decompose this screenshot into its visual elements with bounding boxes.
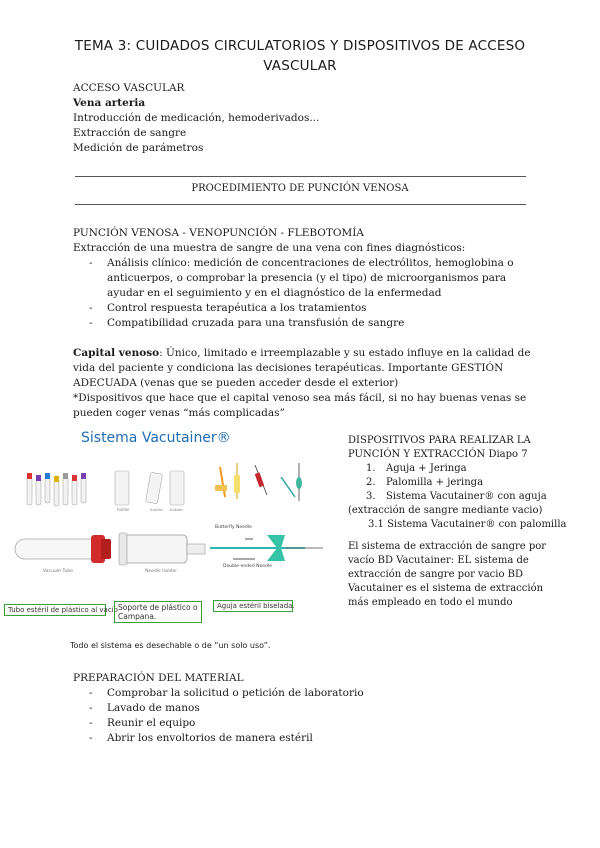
list-item: - Compatibilidad cruzada para una transfusión de sangre [73,316,533,331]
list-text: Aguja + Jeringa [386,463,467,474]
puncion-block [73,226,533,331]
needle-set-icon [215,463,302,501]
preparacion-block [73,671,473,746]
capital-bold: Capital venoso [73,347,160,359]
list-text: Palomilla + jeringa [386,477,484,488]
intro-line: Extracción de sangre [73,127,187,139]
dispositivos-paragraph: El sistema de extracción de sangre por vacío BD Vacutainer: EL sistema de extracción de sangre por vacio BD Vacutainer es el sistema de extracción más empleado en todo el mundo [348,541,547,608]
holder-set-icon [115,471,184,512]
list-number: 1. [366,463,376,474]
list-number: 3. [366,491,376,502]
intro-line: Medición de parámetros [73,142,204,154]
dispositivos-heading: PUNCIÓN Y EXTRACCIÓN Diapo 7 [348,449,528,460]
capital-text: : Único, limitado e irreemplazable y su estado influye en la calidad de vida del paciente y condiciona las decisiones terapéuticas. Importante GESTIÓN ADECUADA (venas que se pueden acceder desde el exterior) [73,347,531,389]
intro-block [73,81,319,156]
divider-top [75,176,526,177]
label-holder: Needle Holder [145,569,178,574]
page-title-line2: VASCULAR [263,58,337,74]
caption-needle: Aguja estéril biselada. [213,600,293,612]
list-item [348,462,548,476]
intro-line: Introducción de medicación, hemoderivados... [73,112,320,124]
list-item: - Control respuesta terapéutica a los tratamientos [73,301,533,316]
capital-block [73,346,533,421]
svg-text:holder: holder [117,507,130,512]
page-title-line1: TEMA 3: CUIDADOS CIRCULATORIOS Y DISPOSITIVOS DE ACCESO [74,38,526,54]
caption-holder: Soporte de plástico o Campana. [114,601,202,623]
intro-heading: ACCESO VASCULAR [73,82,185,94]
dispositivos-extra: (extracción de sangre mediante vacio) [348,505,543,516]
vacutainer-figure [5,455,340,595]
intro-bold: Vena arteria [73,97,146,109]
vacuum-tube-icon [15,535,111,563]
puncion-heading: PUNCIÓN VENOSA - VENOPUNCIÓN - FLEBOTOMÍA [73,227,364,239]
dispositivos-sub: 3.1 Sistema Vacutainer® con palomilla [368,519,567,530]
butterfly-needle-icon [210,535,323,561]
tube-set-icon [27,473,86,506]
dispositivos-block [348,434,567,610]
list-number: 2. [366,477,376,488]
list-text: Sistema Vacutainer® con aguja [386,491,547,502]
dispositivos-heading: DISPOSITIVOS PARA REALIZAR LA [348,435,531,446]
caption-tube: Tubo estéril de plástico al vacío [4,604,106,616]
figure-title: Sistema Vacutainer® [81,430,231,446]
capital-note: *Dispositivos que hace que el capital venoso sea más fácil, si no hay buenas venas se pueden coger venas “más complicadas” [73,392,527,419]
list-item: - Abrir los envoltorios de manera estéril [73,731,473,746]
list-item: - Comprobar la solicitud o petición de laboratorio [73,686,473,701]
puncion-desc: Extracción de una muestra de sangre de una vena con fines diagnósticos: [73,242,466,254]
section-title: PROCEDIMIENTO DE PUNCIÓN VENOSA [191,183,409,194]
list-item: - Reunir el equipo [73,716,473,731]
svg-text:holder: holder [150,507,164,512]
preparacion-heading: PREPARACIÓN DEL MATERIAL [73,672,244,684]
svg-text:holder: holder [170,507,184,512]
figure-footnote: Todo el sistema es desechable o de “un solo uso”. [70,641,271,650]
list-item: - Análisis clínico: medición de concentraciones de electrólitos, hemoglobina o anticuerpos, o comprobar la presencia (y el tipo) de microorganismos para ayudar en el seguimiento y en el diagnóstico de la enfermedad [73,256,533,301]
label-vacuum: Vacuum Tube [43,569,74,574]
label-double: Double-ended Needle [223,564,272,569]
needle-holder-icon [119,533,205,565]
list-item: - Lavado de manos [73,701,473,716]
label-butterfly: Butterfly Needle [215,525,252,530]
list-item [348,490,548,504]
divider-bottom [75,204,526,205]
page-title [0,36,600,76]
capital-paragraph [73,346,533,391]
list-item [348,476,548,490]
